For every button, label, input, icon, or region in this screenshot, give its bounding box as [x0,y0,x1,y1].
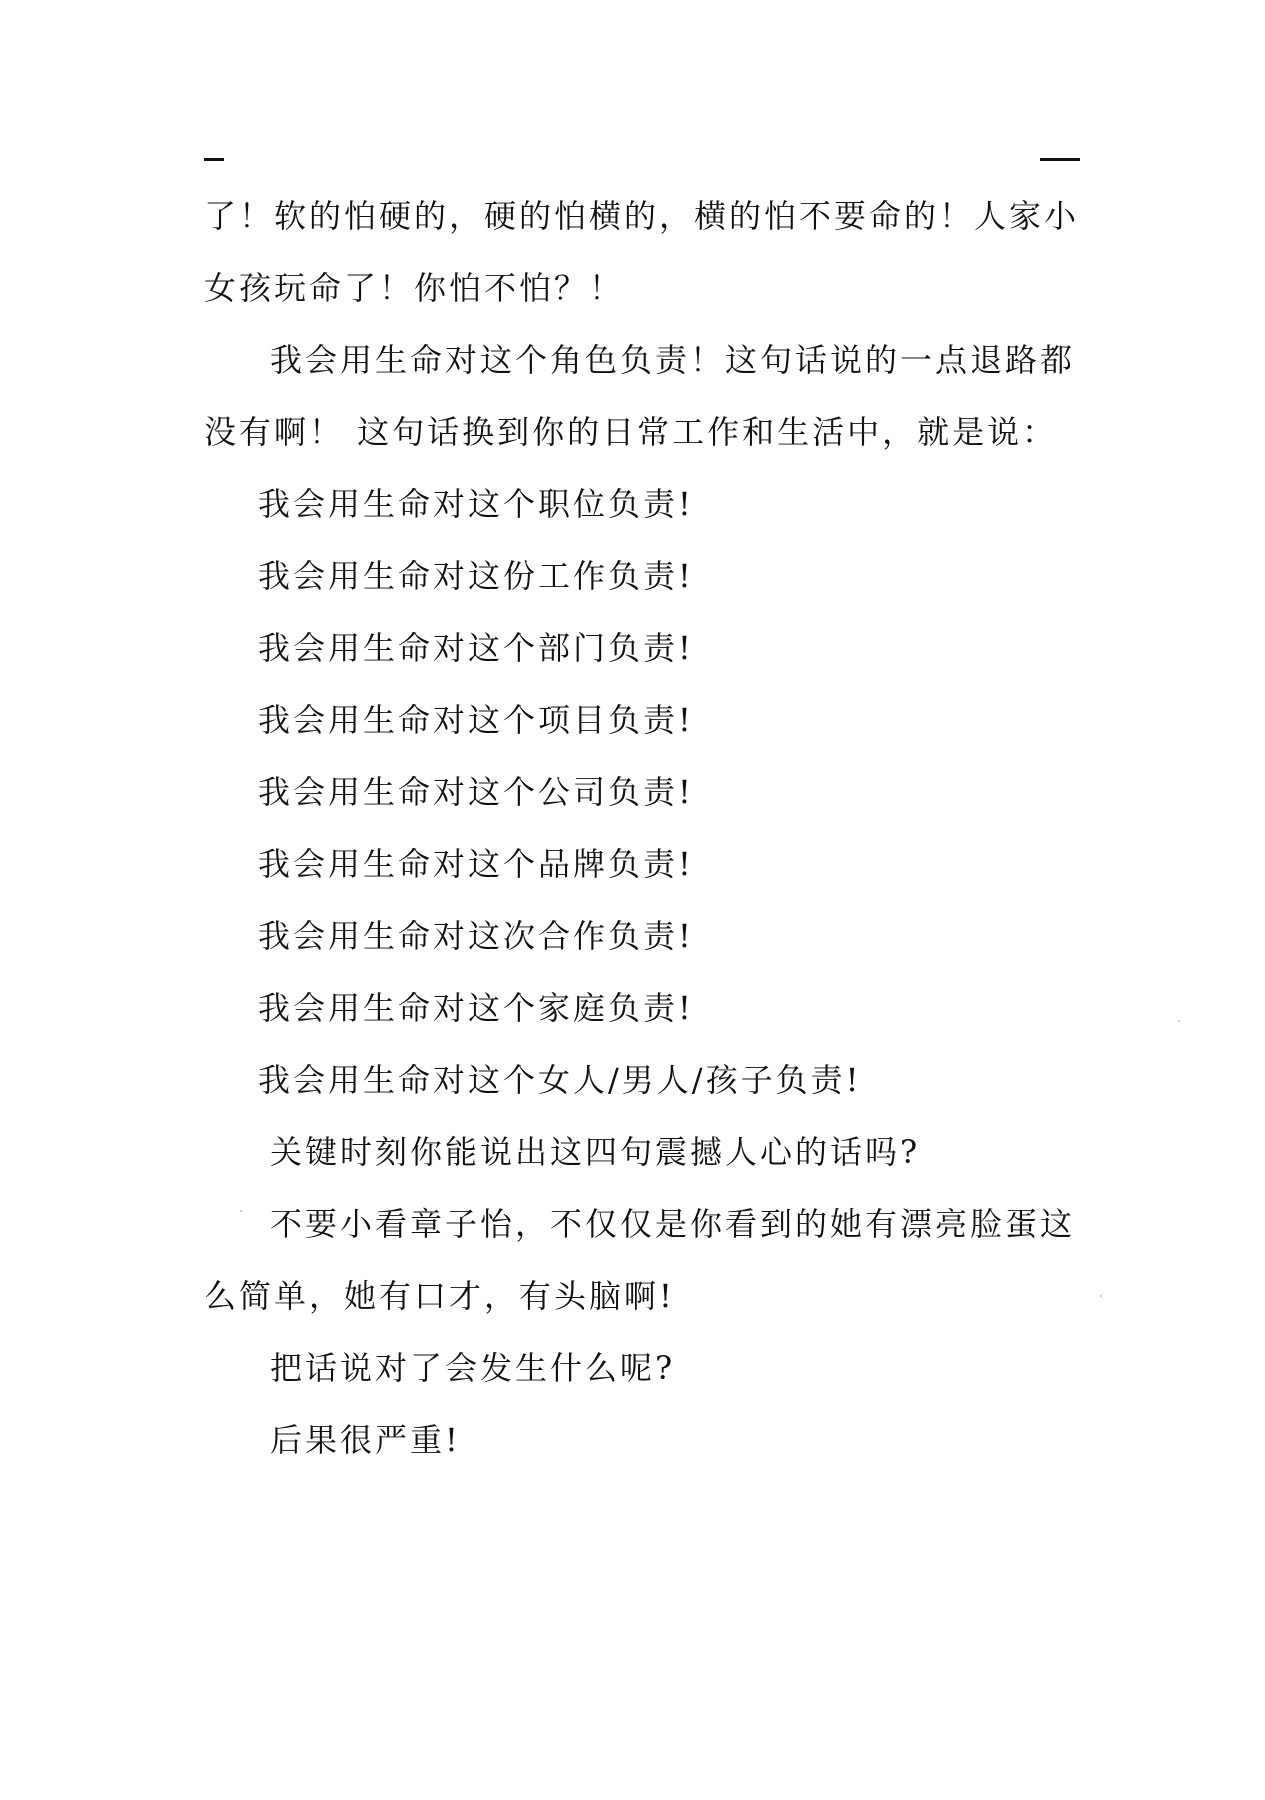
commitment-line-project: 我会用生命对这个项目负责! [258,701,694,739]
paragraph-question: 把话说对了会发生什么呢? [270,1349,676,1387]
paragraph-commitment-intro: 我会用生命对这个角色负责！这句话说的一点退路都没有啊！ 这句话换到你的日常工作和生活中，就是说： [204,341,1076,451]
commitment-line-position: 我会用生命对这个职位负责! [258,485,694,523]
scan-speck [1178,1020,1180,1022]
commitment-line-family: 我会用生命对这个家庭负责! [258,989,694,1027]
paragraph-consequence: 后果很严重! [270,1421,461,1459]
header-rule-left [204,158,224,161]
paragraph-key-moment: 关键时刻你能说出这四句震撼人心的话吗? [270,1133,921,1171]
commitment-line-cooperation: 我会用生命对这次合作负责! [258,917,694,955]
body-text [204,180,1080,1476]
scan-speck [240,1210,242,1212]
commitment-line-company: 我会用生命对这个公司负责! [258,773,694,811]
commitment-line-brand: 我会用生命对这个品牌负责! [258,845,694,883]
commitment-line-person: 我会用生命对这个女人/男人/孩子负责! [258,1061,862,1099]
header-rule-right [1040,158,1080,161]
commitment-line-job: 我会用生命对这份工作负责! [258,557,694,595]
commitment-line-department: 我会用生命对这个部门负责! [258,629,694,667]
paragraph-zhang-ziyi: 不要小看章子怡，不仅仅是你看到的她有漂亮脸蛋这么简单，她有口才，有头脑啊! [204,1205,1076,1315]
scan-speck [1100,1295,1102,1297]
paragraph-continuation: 了！软的怕硬的，硬的怕横的，横的怕不要命的！人家小女孩玩命了！你怕不怕？！ [204,197,1080,307]
